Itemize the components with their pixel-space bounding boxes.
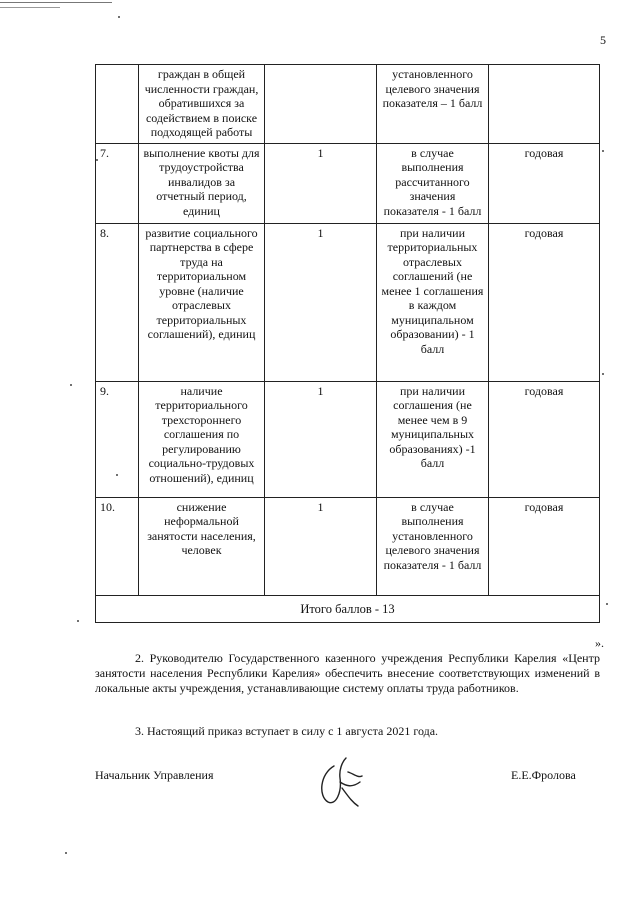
indicator-name: граждан в общей численности граждан, обратившихся за содействием в поиске подходящей работы — [139, 65, 265, 144]
closing-quote: ». — [595, 636, 604, 650]
table-row — [96, 65, 600, 144]
row-number: 7. — [96, 143, 139, 223]
scan-edge-line — [0, 7, 60, 8]
signer-name: Е.Е.Фролова — [511, 768, 576, 782]
indicator-value: 1 — [265, 497, 377, 595]
indicator-name: наличие территориального трехстороннего соглашения по регулированию социально-трудовых отношений), единиц — [139, 381, 265, 497]
indicator-condition: установленного целевого значения показателя – 1 балл — [377, 65, 489, 144]
indicator-name: снижение неформальной занятости населения, человек — [139, 497, 265, 595]
table-row — [96, 497, 600, 595]
scan-speck — [602, 373, 604, 375]
indicator-value: 1 — [265, 381, 377, 497]
indicator-condition: в случае выполнения рассчитанного значения показателя - 1 балл — [377, 143, 489, 223]
criteria-table — [95, 64, 600, 623]
paragraph-2-text: 2. Руководителю Государственного казенного учреждения Республики Карелия «Центр занятости населения Республики Карелия» обеспечить внесение соответствующих изменений в локальные акты учреждения, устанавливающие систему оплаты труда работников. — [95, 651, 600, 695]
indicator-condition: в случае выполнения установленного целевого значения показателя - 1 балл — [377, 497, 489, 595]
scan-speck — [602, 150, 604, 152]
row-number: 10. — [96, 497, 139, 595]
indicator-value: 1 — [265, 223, 377, 381]
indicator-condition: при наличии территориальных отраслевых соглашений (не менее 1 соглашения в каждом муниципальном образовании) - 1 балл — [377, 223, 489, 381]
handwritten-signature — [312, 752, 372, 812]
paragraph-3-text: 3. Настоящий приказ вступает в силу с 1 августа 2021 года. — [135, 724, 439, 738]
indicator-period: годовая — [489, 381, 600, 497]
scan-speck — [70, 384, 72, 386]
scan-edge-line — [0, 2, 112, 3]
total-row — [96, 595, 600, 623]
scan-speck — [96, 159, 98, 161]
scan-speck — [116, 474, 118, 476]
indicator-period: годовая — [489, 143, 600, 223]
scan-speck — [77, 620, 79, 622]
indicator-value: 1 — [265, 143, 377, 223]
table-row — [96, 143, 600, 223]
row-number: 9. — [96, 381, 139, 497]
paragraph-2 — [95, 651, 600, 696]
indicator-period: годовая — [489, 497, 600, 595]
scan-speck — [65, 852, 67, 854]
scan-speck — [606, 603, 608, 605]
indicator-value — [265, 65, 377, 144]
signer-title: Начальник Управления — [95, 768, 214, 782]
row-number — [96, 65, 139, 144]
paragraph-3 — [95, 724, 600, 739]
total-score: Итого баллов - 13 — [96, 595, 600, 623]
scan-speck — [118, 16, 120, 18]
page-number: 5 — [600, 33, 606, 47]
indicator-period: годовая — [489, 223, 600, 381]
indicator-period — [489, 65, 600, 144]
table-row — [96, 381, 600, 497]
row-number: 8. — [96, 223, 139, 381]
table-row — [96, 223, 600, 381]
indicator-name: выполнение квоты для трудоустройства инвалидов за отчетный период, единиц — [139, 143, 265, 223]
indicator-name: развитие социального партнерства в сфере труда на территориальном уровне (наличие отраслевых территориальных соглашений), единиц — [139, 223, 265, 381]
indicator-condition: при наличии соглашения (не менее чем в 9 муниципальных образованиях) -1 балл — [377, 381, 489, 497]
